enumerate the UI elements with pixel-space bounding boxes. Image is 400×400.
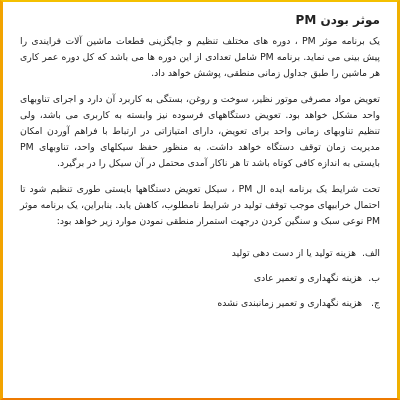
list-item-label: ج.: [371, 298, 380, 310]
list-item: [20, 271, 380, 287]
paragraph-3: تحت شرایط یک برنامه ایده ال PM ، سیکل تعویض دستگاهها بایستی طوری تنظیم شود تا احتمال خرابیهای موجب توقف تولید در شرایط نامطلوب، کاهش یابد. بنابراین، یک برنامه موثر PM نوعی سبک و سنگین کردن درجهت استمرار منطقی نمودن موارد زیر خواهد بود:: [20, 183, 380, 228]
list-item-text: هزینه نگهداری و تعمیر عادی: [253, 273, 362, 285]
cost-list: [20, 246, 380, 312]
list-item-label: ب.: [368, 273, 380, 285]
document-body: [20, 10, 380, 321]
list-item-label: الف.: [362, 248, 380, 260]
document-title: موثر بودن PM: [295, 13, 380, 27]
paragraph-1: یک برنامه موثر PM ، دوره های مختلف تنظیم و جایگزینی قطعات ماشین آلات فرایندی را پیش بینی می نماید. برنامه PM شامل تعدادی از این دوره ها می باشد که کل دوره عمر کاری هر ماشین را طبق جداول زمانی منطقی، پوشش خواهد داد.: [20, 36, 380, 80]
list-item: [20, 246, 380, 262]
paragraph-2: تعویض مواد مصرفی موتور نظیر، سوخت و روغن، بستگی به کاربرد آن دارد و اجرای تناوبهای واحد مشکل خواهد بود. تعویض دستگاههای فرسوده نیز وابسته به کاربری می باشد، ولی تنظیم تناوبهای زمانی واحد برای تعویض، دارای امتیازاتی در ارتباط با فراهم آوردن امکان مدیریت زمان توقف دستگاه خواهد داشت. به منظور حفظ سیکلهای واحد، تناوبهای PM بایستی به اندازه کافی کوتاه باشد تا هر ناکار آمدی محتمل در آن سیکل را در برگیرد.: [20, 93, 380, 170]
list-item-text: هزینه تولید یا از دست دهی تولید: [231, 248, 356, 260]
list-item-text: هزینه نگهداری و تعمیر زمانبندی نشده: [217, 298, 362, 310]
list-item: [20, 296, 380, 312]
